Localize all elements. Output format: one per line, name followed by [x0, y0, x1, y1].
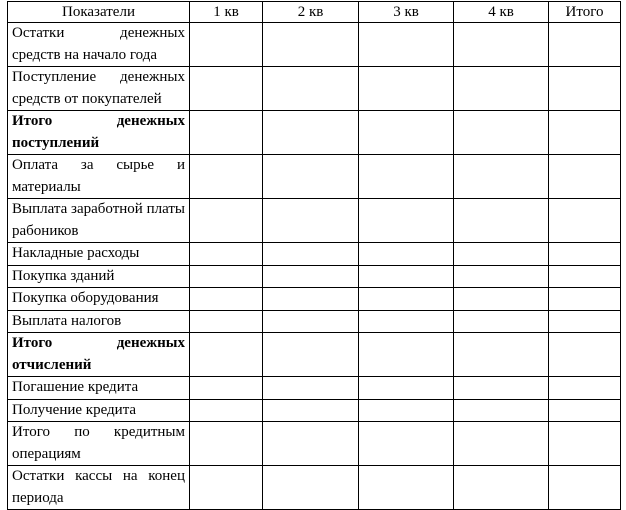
table-row: [8, 399, 621, 422]
cell-q4[interactable]: [454, 399, 549, 422]
cell-q3[interactable]: [359, 399, 454, 422]
row-label: Получение кредита: [8, 399, 190, 422]
cell-q1[interactable]: [190, 377, 263, 400]
cell-q1[interactable]: [190, 310, 263, 333]
cell-q4[interactable]: [454, 422, 549, 466]
table-body: [8, 23, 621, 510]
table-row: [8, 111, 621, 155]
cell-q2[interactable]: [263, 23, 359, 67]
cell-q2[interactable]: [263, 377, 359, 400]
cell-q4[interactable]: [454, 23, 549, 67]
cell-q4[interactable]: [454, 67, 549, 111]
cell-total[interactable]: [549, 111, 621, 155]
cash-flow-table: [7, 1, 621, 510]
cell-q4[interactable]: [454, 310, 549, 333]
cell-q2[interactable]: [263, 399, 359, 422]
cell-q1[interactable]: [190, 288, 263, 311]
table-row: [8, 23, 621, 67]
cell-total[interactable]: [549, 67, 621, 111]
table-row: [8, 422, 621, 466]
row-label: Выплата налогов: [8, 310, 190, 333]
table-row: [8, 67, 621, 111]
table-row: [8, 377, 621, 400]
cell-q2[interactable]: [263, 466, 359, 510]
row-label: Покупка оборудования: [8, 288, 190, 311]
cell-q3[interactable]: [359, 67, 454, 111]
cell-q2[interactable]: [263, 333, 359, 377]
cell-q1[interactable]: [190, 422, 263, 466]
cell-q2[interactable]: [263, 67, 359, 111]
cell-q1[interactable]: [190, 333, 263, 377]
cell-q4[interactable]: [454, 333, 549, 377]
header-q3: 3 кв: [359, 2, 454, 23]
cell-total[interactable]: [549, 265, 621, 288]
header-q4: 4 кв: [454, 2, 549, 23]
cell-q4[interactable]: [454, 265, 549, 288]
cell-q2[interactable]: [263, 111, 359, 155]
cell-q1[interactable]: [190, 23, 263, 67]
cell-q2[interactable]: [263, 310, 359, 333]
table-row: [8, 333, 621, 377]
cell-total[interactable]: [549, 399, 621, 422]
cell-q2[interactable]: [263, 288, 359, 311]
cell-total[interactable]: [549, 23, 621, 67]
row-label: Оплата за сырье и материалы: [8, 155, 190, 199]
cell-q3[interactable]: [359, 199, 454, 243]
cell-total[interactable]: [549, 377, 621, 400]
cell-q3[interactable]: [359, 310, 454, 333]
header-q2: 2 кв: [263, 2, 359, 23]
table-row: [8, 243, 621, 266]
row-label: Итого денежных поступлений: [8, 111, 190, 155]
cell-q3[interactable]: [359, 466, 454, 510]
cell-q4[interactable]: [454, 199, 549, 243]
table-row: [8, 310, 621, 333]
table-row: [8, 199, 621, 243]
cell-q3[interactable]: [359, 377, 454, 400]
cell-q4[interactable]: [454, 288, 549, 311]
cell-q4[interactable]: [454, 155, 549, 199]
cell-total[interactable]: [549, 466, 621, 510]
table-row: [8, 466, 621, 510]
row-label: Итого по кредитным операциям: [8, 422, 190, 466]
cell-q3[interactable]: [359, 265, 454, 288]
cell-q2[interactable]: [263, 422, 359, 466]
cell-total[interactable]: [549, 333, 621, 377]
cell-q4[interactable]: [454, 377, 549, 400]
cell-q3[interactable]: [359, 155, 454, 199]
cell-q3[interactable]: [359, 333, 454, 377]
header-total: Итого: [549, 2, 621, 23]
cell-q1[interactable]: [190, 199, 263, 243]
cell-q4[interactable]: [454, 243, 549, 266]
row-label: Поступление денежных средств от покупателей: [8, 67, 190, 111]
cell-total[interactable]: [549, 310, 621, 333]
cell-total[interactable]: [549, 288, 621, 311]
table-row: [8, 155, 621, 199]
cell-q1[interactable]: [190, 67, 263, 111]
cell-q2[interactable]: [263, 265, 359, 288]
cell-q2[interactable]: [263, 243, 359, 266]
header-indicators: Показатели: [8, 2, 190, 23]
cell-total[interactable]: [549, 422, 621, 466]
cell-q1[interactable]: [190, 265, 263, 288]
cell-q4[interactable]: [454, 466, 549, 510]
cell-q1[interactable]: [190, 155, 263, 199]
cell-q1[interactable]: [190, 466, 263, 510]
cell-q1[interactable]: [190, 111, 263, 155]
row-label: Выплата заработной платы рабоников: [8, 199, 190, 243]
row-label: Остатки кассы на конец периода: [8, 466, 190, 510]
row-label: Погашение кредита: [8, 377, 190, 400]
cell-q3[interactable]: [359, 243, 454, 266]
cell-q1[interactable]: [190, 243, 263, 266]
row-label: Накладные расходы: [8, 243, 190, 266]
cell-q3[interactable]: [359, 422, 454, 466]
header-row: [8, 2, 621, 23]
cell-q1[interactable]: [190, 399, 263, 422]
row-label: Остатки денежных средств на начало года: [8, 23, 190, 67]
header-q1: 1 кв: [190, 2, 263, 23]
cell-q3[interactable]: [359, 111, 454, 155]
row-label: Итого денежных отчислений: [8, 333, 190, 377]
cell-q3[interactable]: [359, 288, 454, 311]
cell-q3[interactable]: [359, 23, 454, 67]
cell-total[interactable]: [549, 243, 621, 266]
cell-total[interactable]: [549, 199, 621, 243]
cell-q2[interactable]: [263, 199, 359, 243]
cell-q4[interactable]: [454, 111, 549, 155]
table-row: [8, 288, 621, 311]
cell-q2[interactable]: [263, 155, 359, 199]
row-label: Покупка зданий: [8, 265, 190, 288]
cell-total[interactable]: [549, 155, 621, 199]
table-row: [8, 265, 621, 288]
